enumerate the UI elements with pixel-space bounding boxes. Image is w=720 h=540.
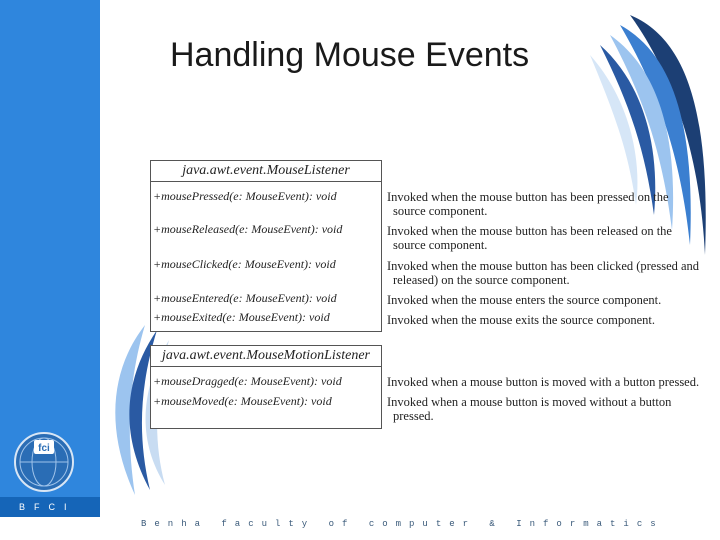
faculty-logo-icon (12, 430, 76, 494)
method-mouse-moved: +mouseMoved(e: MouseEvent): void (153, 394, 332, 408)
desc-mouse-released (387, 224, 672, 252)
desc-line: Invoked when the mouse exits the source component. (387, 313, 655, 327)
footer-faculty-name: Benha faculty of computer & Informatics (141, 519, 664, 529)
left-footer-bar (0, 497, 100, 517)
slide-title: Handling Mouse Events (170, 36, 530, 74)
desc-line: released) on the source component. (393, 273, 570, 287)
desc-mouse-exited (387, 313, 655, 327)
method-mouse-exited: +mouseExited(e: MouseEvent): void (153, 310, 330, 324)
desc-line: Invoked when the mouse button has been released on the (387, 224, 672, 238)
mouse-listener-box (150, 160, 382, 332)
method-mouse-dragged: +mouseDragged(e: MouseEvent): void (153, 374, 342, 388)
mouse-motion-listener-box (150, 345, 382, 429)
desc-line: Invoked when the mouse enters the source component. (387, 293, 662, 307)
method-mouse-pressed: +mousePressed(e: MouseEvent): void (153, 189, 337, 203)
desc-line: pressed. (393, 409, 434, 423)
method-mouse-released: +mouseReleased(e: MouseEvent): void (153, 222, 343, 236)
left-accent-bar (0, 0, 100, 497)
desc-line: source component. (393, 238, 488, 252)
desc-mouse-entered (387, 293, 661, 307)
desc-line: Invoked when a mouse button is moved with a button pressed. (387, 375, 700, 389)
mouse-listener-interface-name: java.awt.event.MouseListener (151, 161, 381, 182)
desc-mouse-pressed (387, 190, 669, 218)
mouse-motion-listener-interface-name: java.awt.event.MouseMotionListener (151, 346, 381, 367)
method-mouse-clicked: +mouseClicked(e: MouseEvent): void (153, 257, 336, 271)
desc-line: Invoked when the mouse button has been clicked (pressed and (387, 259, 700, 273)
desc-line: Invoked when the mouse button has been pressed on the (387, 190, 669, 204)
bfci-label: BFCI (19, 502, 76, 512)
svg-text:fci: fci (38, 443, 50, 454)
desc-line: Invoked when a mouse button is moved without a button (387, 395, 672, 409)
desc-mouse-moved (387, 395, 671, 423)
desc-mouse-dragged (387, 375, 699, 389)
desc-mouse-clicked (387, 259, 699, 287)
desc-line: source component. (393, 204, 488, 218)
method-mouse-entered: +mouseEntered(e: MouseEvent): void (153, 291, 337, 305)
